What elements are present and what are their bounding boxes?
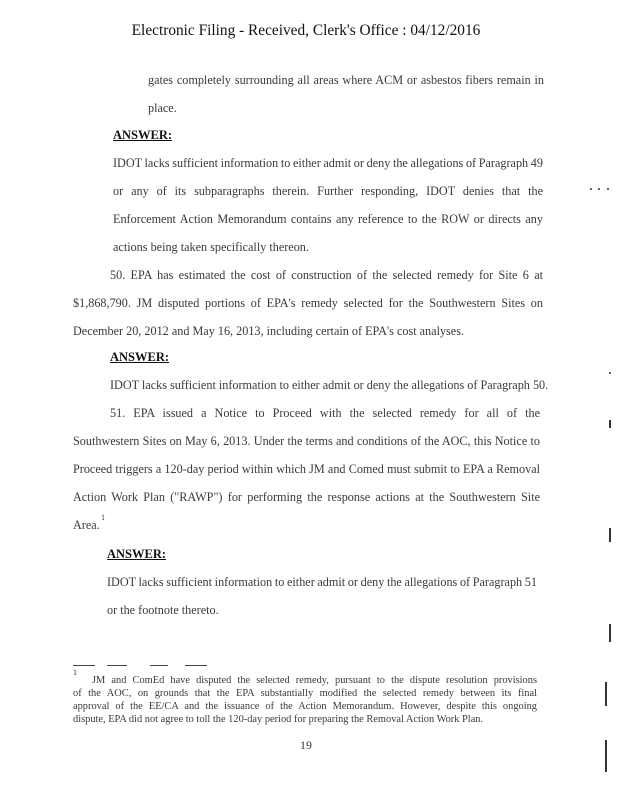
footnote-separator <box>185 665 207 666</box>
footnote-line: JM and ComEd have disputed the selected remedy, pursuant to the dispute resolution provisions <box>92 675 537 686</box>
body-text-line: gates completely surrounding all areas where ACM or asbestos fibers remain in <box>148 73 544 87</box>
body-text-line: IDOT lacks sufficient information to either admit or deny the allegations of Paragraph 50. <box>110 378 549 392</box>
body-text-line: Southwestern Sites on May 6, 2013. Under the terms and conditions of the AOC, this Notice to <box>73 434 540 448</box>
page-number: 19 <box>300 738 312 752</box>
body-text-line: or any of its subparagraphs therein. Further responding, IDOT denies that the <box>113 184 543 198</box>
scan-artifact <box>605 740 607 772</box>
body-text-line: or the footnote thereto. <box>107 603 219 617</box>
body-text-line: December 20, 2012 and May 16, 2013, including certain of EPA's cost analyses. <box>73 324 464 338</box>
body-text-line: 50. EPA has estimated the cost of construction of the selected remedy for Site 6 at <box>110 268 543 282</box>
scan-artifact <box>605 682 607 706</box>
answer-heading: ANSWER: <box>107 547 167 561</box>
footnote-separator <box>150 665 168 666</box>
body-text-line: Enforcement Action Memorandum contains any reference to the ROW or directs any <box>113 212 543 226</box>
scan-artifact <box>609 420 611 428</box>
body-text-line: IDOT lacks sufficient information to either admit or deny the allegations of Paragraph 51 <box>107 575 537 589</box>
footnote-marker: 1 <box>73 668 77 677</box>
scan-artifact <box>590 188 592 190</box>
scan-artifact <box>609 624 611 642</box>
body-text-line: Area. <box>73 518 100 532</box>
footnote-separator <box>107 665 127 666</box>
footnote-line: approval of the EE/CA and the issuance of the Action Memorandum. However, despite this ongoing <box>73 701 537 712</box>
scan-artifact <box>609 372 611 374</box>
body-text-line: actions being taken specifically thereon. <box>113 240 309 254</box>
body-text-line: Proceed triggers a 120-day period within which JM and Comed must submit to EPA a Removal <box>73 462 540 476</box>
answer-heading: ANSWER: <box>110 350 170 364</box>
footnote-line: of the AOC, on grounds that the EPA substantially modified the selected remedy between its final <box>73 688 537 699</box>
body-text-line: 51. EPA issued a Notice to Proceed with the selected remedy for all of the <box>110 406 540 420</box>
scan-artifact <box>607 188 609 190</box>
body-text-line: $1,868,790. JM disputed portions of EPA's remedy selected for the Southwestern Sites on <box>73 296 543 310</box>
body-text-line: place. <box>148 101 177 115</box>
scan-artifact <box>598 188 600 190</box>
footnote-separator <box>73 665 95 666</box>
body-text-line: IDOT lacks sufficient information to either admit or deny the allegations of Paragraph 49 <box>113 156 543 170</box>
filing-header: Electronic Filing - Received, Clerk's Office : 04/12/2016 <box>131 22 481 39</box>
footnote-line: dispute, EPA did not agree to toll the 120-day period for preparing the Removal Action Work Plan. <box>73 714 484 725</box>
answer-heading: ANSWER: <box>113 128 173 142</box>
body-text-line: Action Work Plan ("RAWP") for performing the response actions at the Southwestern Site <box>73 490 540 504</box>
footnote-reference: 1 <box>101 513 105 522</box>
scan-artifact <box>609 528 611 542</box>
